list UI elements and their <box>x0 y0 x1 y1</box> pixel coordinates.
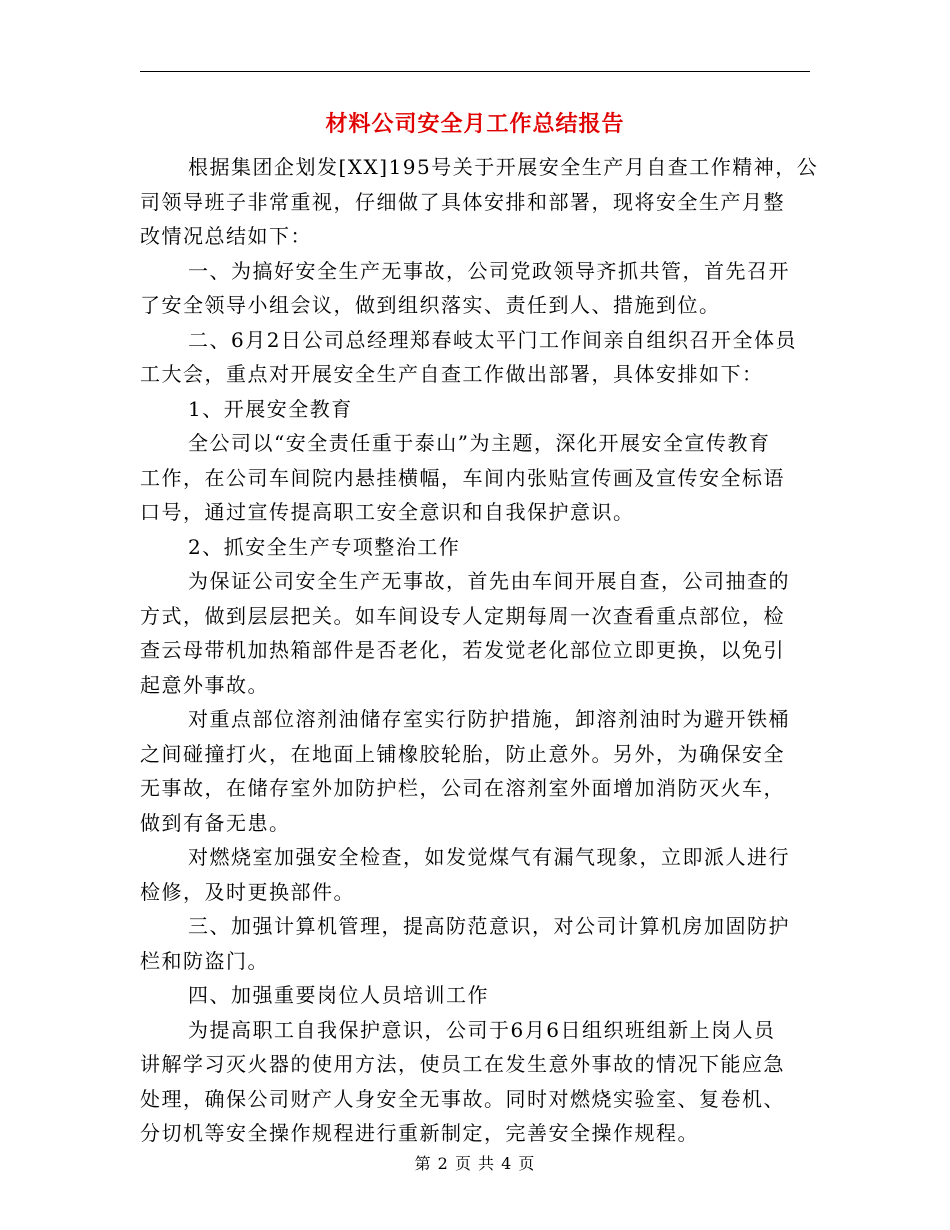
paragraph-line: 三、加强计算机管理，提高防范意识，对公司计算机房加固防护 <box>188 914 790 938</box>
paragraph-line: 无事故，在储存室外加防护栏，公司在溶剂室外面增加消防灭火车， <box>140 776 785 800</box>
paragraph-line: 工大会，重点对开展安全生产自查工作做出部署，具体安排如下： <box>140 362 764 386</box>
paragraph-line: 司领导班子非常重视，仔细做了具体安排和部署，现将安全生产月整 <box>140 189 785 214</box>
paragraph-line: 做到有备无患。 <box>140 810 291 835</box>
section-heading: 2、抓安全生产专项整治工作 <box>188 534 461 559</box>
paragraph-line: 处理，确保公司财产人身安全无事故。同时对燃烧实验室、复卷机、 <box>140 1086 785 1111</box>
document-body <box>140 150 819 1151</box>
paragraph-line: 对重点部位溶剂油储存室实行防护措施，卸溶剂油时为避开铁桶 <box>188 707 790 731</box>
paragraph-line: 一、为搞好安全生产无事故，公司党政领导齐抓共管，首先召开 <box>188 258 790 283</box>
paragraph-line: 为保证公司安全生产无事故，首先由车间开展自查，公司抽查的 <box>188 569 790 593</box>
header-rule <box>140 71 810 72</box>
paragraph-line: 分切机等安全操作规程进行重新制定，完善安全操作规程。 <box>140 1121 699 1145</box>
section-heading: 1、开展安全教育 <box>188 396 353 421</box>
paragraph-line: 工作，在公司车间院内悬挂横幅，车间内张贴宣传画及宣传安全标语 <box>140 465 785 490</box>
paragraph-line: 方式，做到层层把关。如车间设专人定期每周一次查看重点部位，检 <box>140 603 785 628</box>
paragraph-line: 栏和防盗门。 <box>140 948 269 973</box>
paragraph-line: 检修，及时更换部件。 <box>140 879 355 904</box>
paragraph-line: 根据集团企划发[XX]195号关于开展安全生产月自查工作精神，公 <box>188 155 819 179</box>
paragraph-line: 查云母带机加热箱部件是否老化，若发觉老化部位立即更换，以免引 <box>140 638 785 662</box>
paragraph-line: 全公司以“安全责任重于泰山”为主题，深化开展安全宣传教育 <box>188 431 771 455</box>
paragraph-line: 了安全领导小组会议，做到组织落实、责任到人、措施到位。 <box>140 293 721 317</box>
paragraph-line: 对燃烧室加强安全检查，如发觉煤气有漏气现象，立即派人进行 <box>188 845 790 869</box>
page-number-footer: 第 2 页 共 4 页 <box>414 1154 536 1173</box>
paragraph-line: 起意外事故。 <box>140 672 269 697</box>
paragraph-line: 讲解学习灭火器的使用方法，使员工在发生意外事故的情况下能应急 <box>140 1052 785 1076</box>
document-title: 材料公司安全月工作总结报告 <box>325 112 625 137</box>
paragraph-line: 口号，通过宣传提高职工安全意识和自我保护意识。 <box>140 500 635 524</box>
paragraph-line: 为提高职工自我保护意识，公司于6月6日组织班组新上岗人员 <box>188 1017 776 1042</box>
paragraph-line: 之间碰撞打火，在地面上铺橡胶轮胎，防止意外。另外，为确保安全 <box>140 741 785 766</box>
paragraph-line: 二、6月2日公司总经理郑春岐太平门工作间亲自组织召开全体员 <box>188 327 797 352</box>
paragraph-line: 改情况总结如下： <box>140 224 312 248</box>
section-heading: 四、加强重要岗位人员培训工作 <box>188 983 489 1007</box>
